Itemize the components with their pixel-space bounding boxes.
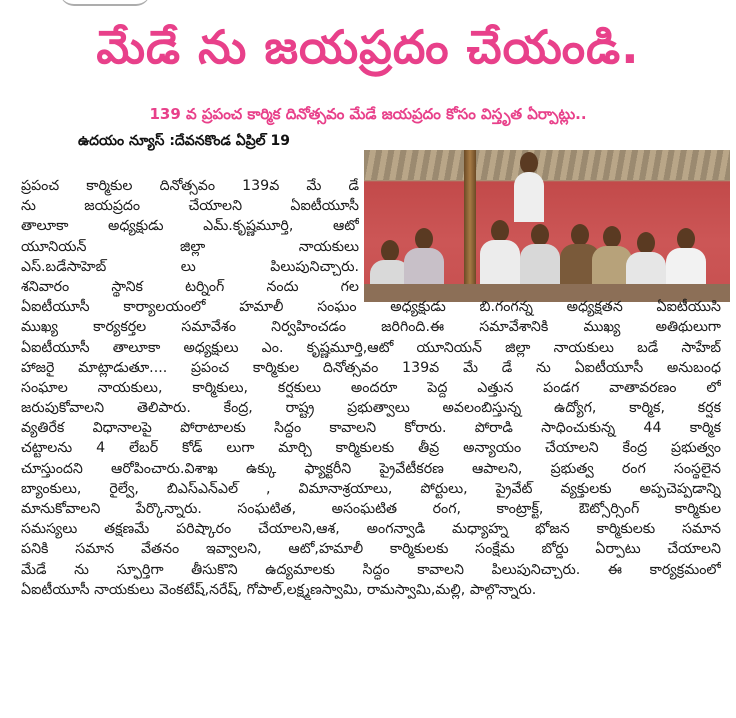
dateline: ఉదయం న్యూస్ :దేవనకొండ ఏప్రిల్ 19	[78, 133, 290, 149]
headline: మేడే ను జయప్రదం చేయండి.	[96, 20, 640, 74]
article-line: మేడే ను స్ఫూర్తిగా తీసుకొని ఉద్యమాలకు సిద్ధం కావాలని పిలుపునిచ్చారు. ఈ కార్యక్రమంలో	[21, 561, 721, 578]
article-line: చట్టాలను 4 లేబర్ కోడ్ లుగా మార్చి కార్మికులకు తీవ్ర అన్యాయం చేయాలని కేంద్ర ప్రభుత్వం	[21, 440, 721, 457]
article-line: శనివారం స్థానిక టర్నింగ్ నందు గల	[21, 278, 359, 295]
article-line: తాలూకా అధ్యక్షుడు ఎమ్.కృష్ణమూర్తి, ఆటో	[21, 218, 359, 235]
article-line: బ్యాంకులు, రైల్వే, బిఎస్ఎన్ఎల్ , విమానాశ్రయాలు, పోర్టులు, ప్రైవేట్ వ్యక్తులకు అప్పచెప్పడాన్ని	[21, 480, 721, 497]
article-line: ఏఐటీయూసీ తాలూకా అధ్యక్షులు ఎం. కృష్ణమూర్తి,ఆటో యూనియన్ జిల్లా నాయకులు బడే సాహేబ్	[21, 339, 721, 356]
subheadline: 139 వ ప్రపంచ కార్మిక దినోత్సవం మేడే జయప్రదం కోసం విస్తృత ఏర్పాట్లు..	[149, 105, 587, 123]
article-line: ఎస్.బడేసాహెబ్ లు పిలుపునిచ్చారు.	[21, 258, 359, 275]
article-line: చూస్తుందని ఆరోపించారు.విశాఖ ఉక్కు ఫ్యాక్టరీని ప్రైవేటీకరణ ఆపాలని, ప్రభుత్వ రంగ సంస్థలైన	[21, 460, 721, 477]
article-line: సమస్యలు తక్షణమే పరిష్కారం చేయాలని,ఆశ, అంగన్వాడి మధ్యాహ్న భోజన కార్మికులకు సమాన	[21, 521, 721, 538]
article-body	[21, 176, 721, 600]
article-line: హాజరై మాట్లాడుతూ.... ప్రపంచ కార్మికుల దినోత్సవం 139వ మే డే ను ఏఐటీయూసీ అనుబంధ	[21, 359, 721, 376]
article-line: మానుకోవాలని పేర్కొన్నారు. సంఘటిత, అసంఘటిత రంగ, కాంట్రాక్ట్, ఔట్సోర్సింగ్ కార్మికుల	[21, 501, 721, 517]
article-line: ముఖ్య కార్యకర్తల సమావేశం నిర్వహించడం జరిగింది.ఈ సమావేశానికి ముఖ్య అతిథులుగా	[21, 319, 721, 336]
article-line: ను జయప్రదం చేయాలని ఏఐటీయూసీ	[21, 198, 359, 215]
article-line: సంఘాల నాయకులు, కార్మికులు, కర్షకులు అందరూ పెద్ద ఎత్తున పండగ వాతావరణం లో	[21, 379, 721, 396]
article-line: వ్యతిరేక విధానాలపై పోరాటాలకు సిద్ధం కావాలని కోరారు. పోరాడి సాధించుకున్న 44 కార్మిక	[21, 420, 721, 437]
article-line: జరుపుకోవాలని తెలిపారు. కేంద్ర, రాష్ట్ర ప్రభుత్వాలు అవలంబిస్తున్న ఉద్యోగ, కార్మిక, కర్షక	[21, 400, 721, 417]
article-line: యూనియన్ జిల్లా నాయకులు	[21, 238, 359, 255]
article-line: పనికి సమాన వేతనం ఇవ్వాలని, ఆటో,హమాలీ కార్మికులకు సంక్షేమ బోర్డు ఏర్పాటు చేయాలని	[21, 541, 721, 558]
clipped-top-text	[60, 0, 150, 6]
article-line: ప్రపంచ కార్మికుల దినోత్సవం 139వ మే డే	[21, 178, 359, 194]
article-line: ఏఐటీయూసీ నాయకులు వెంకటేష్,నరేష్, గోపాల్,లక్ష్మణస్వామి, రామస్వామి,మల్లి, పాల్గొన్నారు.	[21, 581, 537, 598]
article-line: ఏఐటీయూసీ కార్యాలయంలో హమాలీ సంఘం అధ్యక్షుడు బి.గంగన్న అధ్యక్షతన ఏఐటీయుసి	[21, 299, 721, 316]
